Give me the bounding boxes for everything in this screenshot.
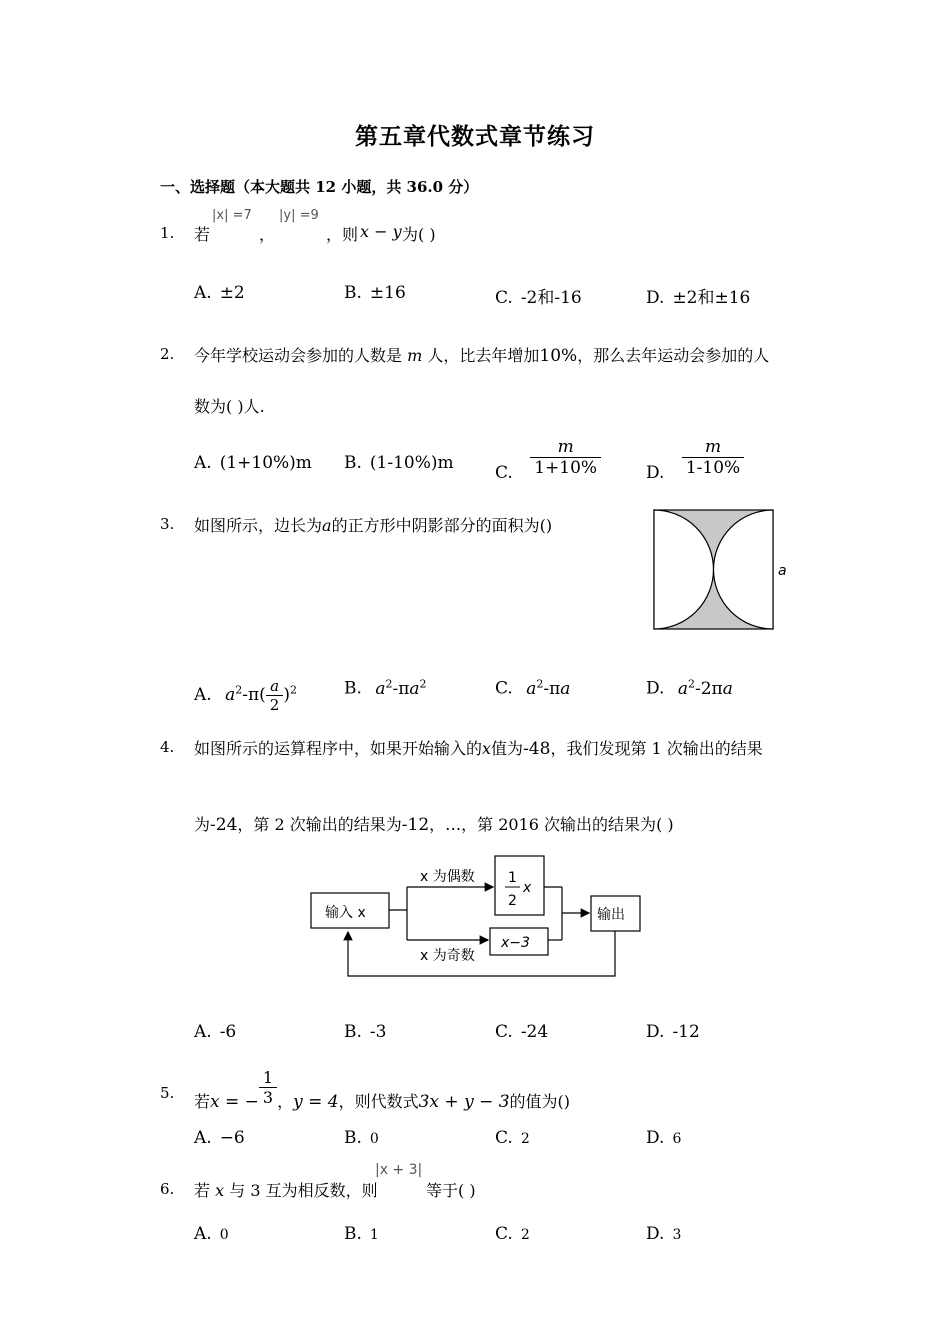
question-text: ， — [259, 225, 276, 244]
input-label: 输入 x — [325, 905, 366, 921]
half-variable: x — [523, 880, 532, 896]
option-c: C. 2 — [495, 1224, 530, 1244]
option-a: A. 0 — [194, 1224, 229, 1244]
option-d: D. $\frac{m}{1-10\%}$ — [646, 437, 744, 478]
option-d: D. 6 — [646, 1128, 682, 1148]
question-number: 1. — [160, 224, 175, 242]
condition-abs-y: |y| =9 — [279, 208, 319, 223]
question-text: 为-24，第 2 次输出的结果为-12，…，第 2016 次输出的结果为( ) — [194, 815, 674, 835]
page-title: 第五章代数式章节练习 — [355, 123, 595, 150]
option-a: A. $a^2-\pi$( $\frac{a}{2}$ )$^2$ — [194, 677, 297, 714]
odd-label: x 为奇数 — [420, 948, 475, 964]
question-text: 数为( )人. — [194, 397, 265, 416]
option-c: C. $a^2-\pi a$ — [495, 677, 571, 699]
option-b: B. $a^2-\pi a^2$ — [344, 677, 427, 699]
question-text: 如图所示，边长为a的正方形中阴影部分的面积为() — [194, 516, 553, 535]
option-d: D. -12 — [646, 1022, 700, 1042]
condition-abs-x: |x| =7 — [212, 208, 252, 223]
expression: x − y — [360, 222, 402, 241]
output-label: 输出 — [597, 907, 625, 923]
question-text: 等于( ) — [426, 1181, 476, 1200]
even-label: x 为偶数 — [420, 869, 475, 885]
question-text: 如图所示的运算程序中，如果开始输入的x值为-48，我们发现第 1 次输出的结果 — [194, 739, 763, 759]
half-denominator: 2 — [508, 893, 517, 909]
option-a: A. −6 — [194, 1128, 245, 1148]
option-c: C. 2 — [495, 1128, 530, 1148]
option-b: B. -3 — [344, 1022, 387, 1042]
shaded-square-figure — [653, 509, 793, 631]
question-text: 若x = − $\frac{1}{3}$ ，y = 4，则代数式3x + y − 3的值为() — [194, 1068, 571, 1112]
half-box — [495, 856, 544, 915]
option-a: A. ±2 — [194, 283, 245, 303]
question-number: 2. — [160, 345, 175, 363]
option-d: D. 3 — [646, 1224, 682, 1244]
question-text: 若 — [194, 225, 211, 244]
question-number: 5. — [160, 1084, 175, 1102]
option-a: A. (1+10%)m — [194, 453, 312, 473]
question-number: 3. — [160, 515, 175, 533]
feedback-arrow — [348, 931, 615, 976]
option-a: A. -6 — [194, 1022, 237, 1042]
question-number: 4. — [160, 738, 175, 756]
option-c: C. -24 — [495, 1022, 549, 1042]
option-b: B. ±16 — [344, 283, 406, 303]
section-header: 一、选择题（本大题共 12 小题，共 36.0 分） — [160, 178, 479, 196]
flowchart — [308, 852, 648, 984]
option-b: B. 1 — [344, 1224, 379, 1244]
minus-label: x−3 — [501, 935, 530, 951]
question-number: 6. — [160, 1180, 175, 1198]
side-label: a — [778, 563, 787, 579]
question-text: 若 x 与 3 互为相反数，则 — [194, 1181, 378, 1200]
half-numerator: 1 — [508, 870, 517, 886]
question-text: ，则 — [326, 225, 359, 244]
question-text: 今年学校运动会参加的人数是 m 人，比去年增加10%，那么去年运动会参加的人 — [194, 346, 770, 366]
answer-blank: 为( ) — [402, 225, 436, 244]
option-d: D. ±2和±16 — [646, 288, 751, 308]
option-d: D. $a^2-2\pi a$ — [646, 677, 733, 699]
option-b: B. (1-10%)m — [344, 453, 454, 473]
option-c: C. $\frac{m}{1+10\%}$ — [495, 437, 601, 478]
option-b: B. 0 — [344, 1128, 379, 1148]
absolute-value-expression: |x + 3| — [375, 1162, 423, 1178]
option-c: C. -2和-16 — [495, 288, 582, 308]
